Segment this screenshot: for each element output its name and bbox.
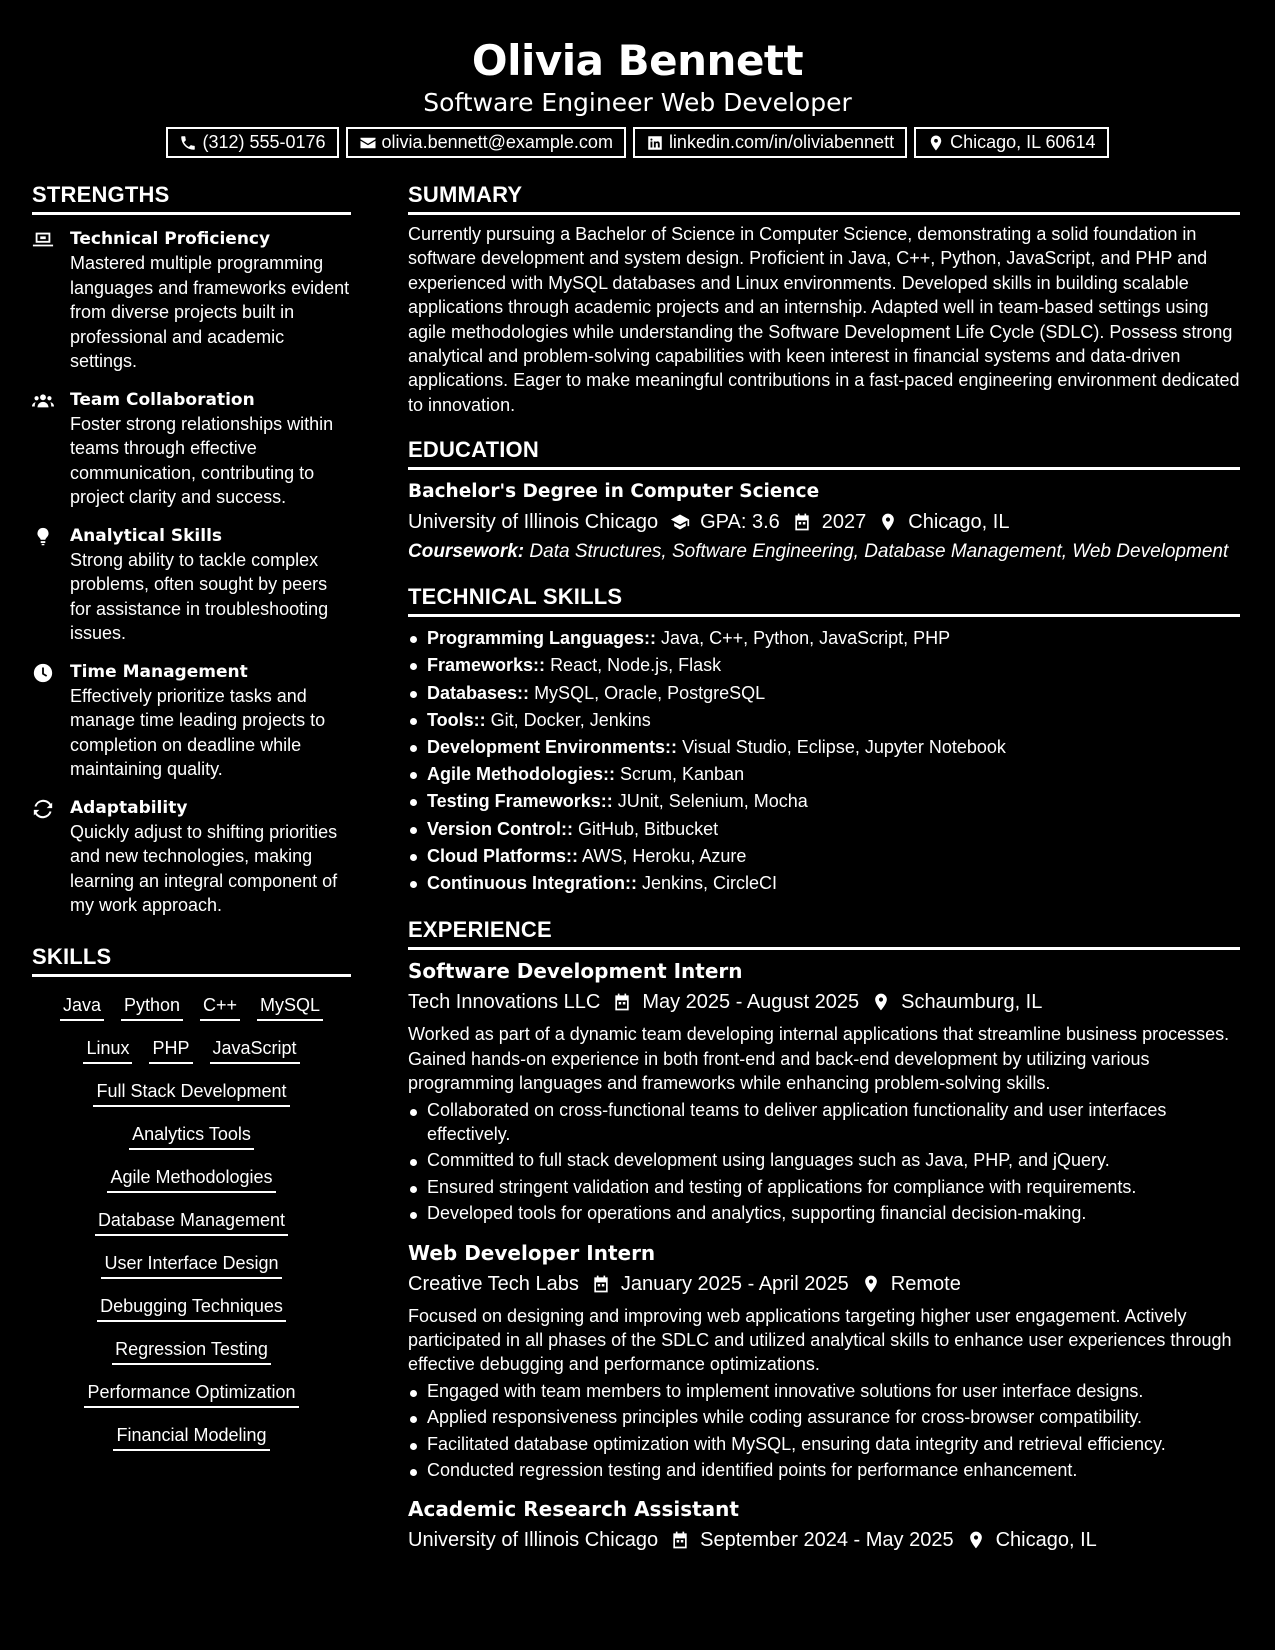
skill-label: Databases:: <box>427 682 530 703</box>
strength-desc: Effectively prioritize tasks and manage time leading projects to completion on deadline while maintaining quality. <box>70 685 326 779</box>
skill-label: Agile Methodologies:: <box>427 764 615 785</box>
phone-icon <box>179 134 197 152</box>
contact-email-text: olivia.bennett@example.com <box>381 132 613 152</box>
summary-text: Currently pursuing a Bachelor of Science in Computer Science, demonstrating a solid foundation in software development and system design. Proficient in Java, C++, Python, JavaScript, and PHP and experienced with MySQL databases and Linux environments. Developed skills in building scalable applications through academic projects and an internship. Adapted well in team-based settings using agile methodologies while understanding the Software Development Life Cycle (SDLC). Possess strong analytical and problem-solving capabilities with keen interest in financial systems and data-driven applications. Eager to make meaningful contributions in a fast-paced engineering environment dedicated to innovation. <box>408 224 1240 415</box>
education-heading: EDUCATION <box>408 433 1240 470</box>
list-item: Applied responsiveness principles while coding assurance for cross-browser compatibility. <box>408 1405 1240 1429</box>
map-pin-icon <box>927 134 945 152</box>
skill-value: Scrum, Kanban <box>620 764 745 785</box>
linkedin-icon <box>646 134 664 152</box>
skill-tag: User Interface Design <box>101 1249 281 1279</box>
list-item: Facilitated database optimization with MySQL, ensuring data integrity and retrieval efficiency. <box>408 1432 1240 1456</box>
strength-item <box>32 388 351 510</box>
skill-tag: Python <box>121 991 183 1021</box>
strength-desc: Mastered multiple programming languages and frameworks evident from diverse projects built in professional and academic settings. <box>70 253 350 371</box>
contact-email[interactable] <box>346 127 626 158</box>
list-item: Committed to full stack development using languages such as Java, PHP, and jQuery. <box>408 1148 1240 1172</box>
list-item <box>408 843 1240 870</box>
clock-icon <box>32 662 54 684</box>
skill-tag: Linux <box>83 1034 132 1064</box>
skill-tag: Debugging Techniques <box>97 1292 286 1322</box>
list-item: Collaborated on cross-functional teams to deliver application functionality and user interfaces effectively. <box>408 1098 1240 1147</box>
skill-tag: Java <box>60 991 104 1021</box>
skill-value: MySQL, Oracle, PostgreSQL <box>534 682 766 703</box>
job-meta <box>408 986 1240 1018</box>
skill-label: Cloud Platforms:: <box>427 845 578 866</box>
skills-section <box>32 940 351 1451</box>
users-icon <box>32 390 54 412</box>
skill-value: React, Node.js, Flask <box>550 655 722 676</box>
strength-title: Team Collaboration <box>70 389 255 410</box>
job-description: Worked as part of a dynamic team developing internal applications that streamline business processes. Gained hands-on experience in both front-end and back-end development by utilizing various programming languages and frameworks while enhancing problem-solving skills. <box>408 1024 1230 1094</box>
calendar-icon <box>612 992 632 1012</box>
job-meta <box>408 1268 1240 1300</box>
skill-value: Visual Studio, Eclipse, Jupyter Notebook <box>682 737 1006 758</box>
skill-tag: Analytics Tools <box>129 1120 254 1150</box>
skill-tag: Performance Optimization <box>84 1378 298 1408</box>
list-item: Ensured stringent validation and testing of applications for compliance with requirements. <box>408 1175 1240 1199</box>
list-item <box>408 761 1240 788</box>
list-item <box>408 788 1240 815</box>
strengths-heading: STRENGTHS <box>32 178 351 215</box>
skill-value: JUnit, Selenium, Mocha <box>617 791 808 812</box>
strength-item <box>32 660 351 782</box>
skill-tag: MySQL <box>257 991 323 1021</box>
coursework-label: Coursework: <box>408 541 525 563</box>
skills-heading: SKILLS <box>32 940 351 977</box>
job-meta <box>408 1524 1240 1556</box>
job-description: Focused on designing and improving web applications targeting higher user engagement. Actively participated in all phases of the SDLC and utilized analytical skills to enhance user experiences through effective debugging and performance optimizations. <box>408 1305 1232 1375</box>
skill-label: Development Environments:: <box>427 737 678 758</box>
skill-tag: JavaScript <box>210 1034 300 1064</box>
skill-label: Programming Languages:: <box>427 628 657 649</box>
technical-skills-heading: TECHNICAL SKILLS <box>408 580 1240 617</box>
map-pin-icon <box>861 1274 881 1294</box>
strength-desc: Quickly adjust to shifting priorities and new technologies, making learning an integral component of my work approach. <box>70 821 338 915</box>
job-entry <box>408 1238 1240 1483</box>
envelope-icon <box>359 134 377 152</box>
contact-location <box>914 127 1108 158</box>
company-name: University of Illinois Chicago <box>408 1529 659 1552</box>
list-item <box>408 625 1240 652</box>
graduation-year: 2027 <box>821 511 867 534</box>
job-entry <box>408 1494 1240 1556</box>
candidate-name: Olivia Bennett <box>471 36 804 85</box>
list-item <box>408 707 1240 734</box>
strength-title: Analytical Skills <box>70 525 223 546</box>
experience-heading: EXPERIENCE <box>408 913 1240 950</box>
job-title: Software Development Intern <box>408 959 743 984</box>
experience-section <box>408 913 1240 1556</box>
refresh-icon <box>32 798 54 820</box>
contact-linkedin[interactable] <box>633 127 907 158</box>
job-bullets <box>408 1379 1240 1483</box>
calendar-icon <box>591 1274 611 1294</box>
job-dates: May 2025 - August 2025 <box>642 991 860 1014</box>
map-pin-icon <box>871 992 891 1012</box>
skill-value: GitHub, Bitbucket <box>578 818 719 839</box>
education-section <box>408 433 1240 564</box>
skill-value: Git, Docker, Jenkins <box>490 709 651 730</box>
company-name: Tech Innovations LLC <box>408 991 601 1014</box>
strength-item <box>32 227 351 374</box>
school-name: University of Illinois Chicago <box>408 511 659 534</box>
strength-item <box>32 524 351 646</box>
skill-tag: Database Management <box>95 1206 288 1236</box>
skill-tag: Regression Testing <box>112 1335 271 1365</box>
strength-desc: Foster strong relationships within teams through effective communication, contributing to project clarity and success. <box>70 413 334 507</box>
contact-bar <box>0 127 1275 158</box>
strength-desc: Strong ability to tackle complex problems, often sought by peers for assistance in troubleshooting issues. <box>70 549 329 643</box>
skill-tag: PHP <box>149 1034 192 1064</box>
list-item <box>408 652 1240 679</box>
job-bullets <box>408 1098 1240 1226</box>
skill-value: Java, C++, Python, JavaScript, PHP <box>661 628 951 649</box>
job-location: Remote <box>890 1272 961 1295</box>
map-pin-icon <box>878 512 898 532</box>
education-location: Chicago, IL <box>908 511 1010 534</box>
strengths-list <box>32 227 351 918</box>
list-item <box>408 816 1240 843</box>
job-dates: January 2025 - April 2025 <box>620 1272 849 1295</box>
technical-skills-section <box>408 580 1240 897</box>
list-item <box>408 734 1240 761</box>
job-dates: September 2024 - May 2025 <box>700 1529 954 1552</box>
job-title: Academic Research Assistant <box>408 1497 739 1522</box>
skill-tag: Full Stack Development <box>93 1077 289 1107</box>
gpa: GPA: 3.6 <box>700 511 780 534</box>
summary-heading: SUMMARY <box>408 178 1240 215</box>
contact-phone-text: (312) 555-0176 <box>202 132 326 152</box>
strength-title: Adaptability <box>70 797 188 818</box>
contact-location-text: Chicago, IL 60614 <box>950 132 1096 152</box>
list-item: Conducted regression testing and identified points for performance enhancement. <box>408 1458 1240 1482</box>
job-location: Chicago, IL <box>995 1529 1097 1552</box>
job-entry <box>408 956 1240 1225</box>
candidate-headline: Software Engineer Web Developer <box>423 88 852 117</box>
contact-linkedin-text: linkedin.com/in/oliviabennett <box>668 132 895 152</box>
skill-tag: C++ <box>200 991 240 1021</box>
graduation-cap-icon <box>670 512 690 532</box>
list-item: Engaged with team members to implement innovative solutions for user interface designs. <box>408 1379 1240 1403</box>
main-column <box>408 178 1240 1568</box>
skill-tags <box>32 991 351 1451</box>
skill-label: Tools:: <box>427 709 486 730</box>
contact-phone[interactable] <box>166 127 338 158</box>
skill-value: AWS, Heroku, Azure <box>582 845 747 866</box>
degree-title: Bachelor's Degree in Computer Science <box>408 481 820 503</box>
company-name: Creative Tech Labs <box>408 1272 579 1295</box>
list-item <box>408 870 1240 897</box>
technical-skills-list <box>408 625 1240 897</box>
sidebar-column <box>32 178 351 1451</box>
lightbulb-icon <box>32 526 54 548</box>
coursework-list: Data Structures, Software Engineering, Database Management, Web Development <box>529 541 1229 563</box>
job-title: Web Developer Intern <box>408 1240 656 1265</box>
skill-label: Continuous Integration:: <box>427 873 637 894</box>
coursework <box>408 540 1240 564</box>
skill-label: Testing Frameworks:: <box>427 791 613 812</box>
summary-section <box>408 178 1240 417</box>
strength-title: Time Management <box>70 661 248 682</box>
skill-tag: Agile Methodologies <box>107 1163 275 1193</box>
laptop-icon <box>32 229 54 251</box>
education-meta <box>408 506 1240 538</box>
skill-tag: Financial Modeling <box>113 1421 269 1451</box>
strength-item <box>32 796 351 918</box>
calendar-icon <box>792 512 812 532</box>
skill-value: Jenkins, CircleCI <box>641 873 778 894</box>
strength-title: Technical Proficiency <box>70 229 271 249</box>
skill-label: Version Control:: <box>427 818 574 839</box>
list-item <box>408 680 1240 707</box>
calendar-icon <box>670 1530 690 1550</box>
job-location: Schaumburg, IL <box>901 991 1043 1014</box>
list-item: Developed tools for operations and analytics, supporting financial decision-making. <box>408 1201 1240 1225</box>
resume-header <box>0 0 1275 158</box>
map-pin-icon <box>966 1530 986 1550</box>
skill-label: Frameworks:: <box>427 655 546 676</box>
